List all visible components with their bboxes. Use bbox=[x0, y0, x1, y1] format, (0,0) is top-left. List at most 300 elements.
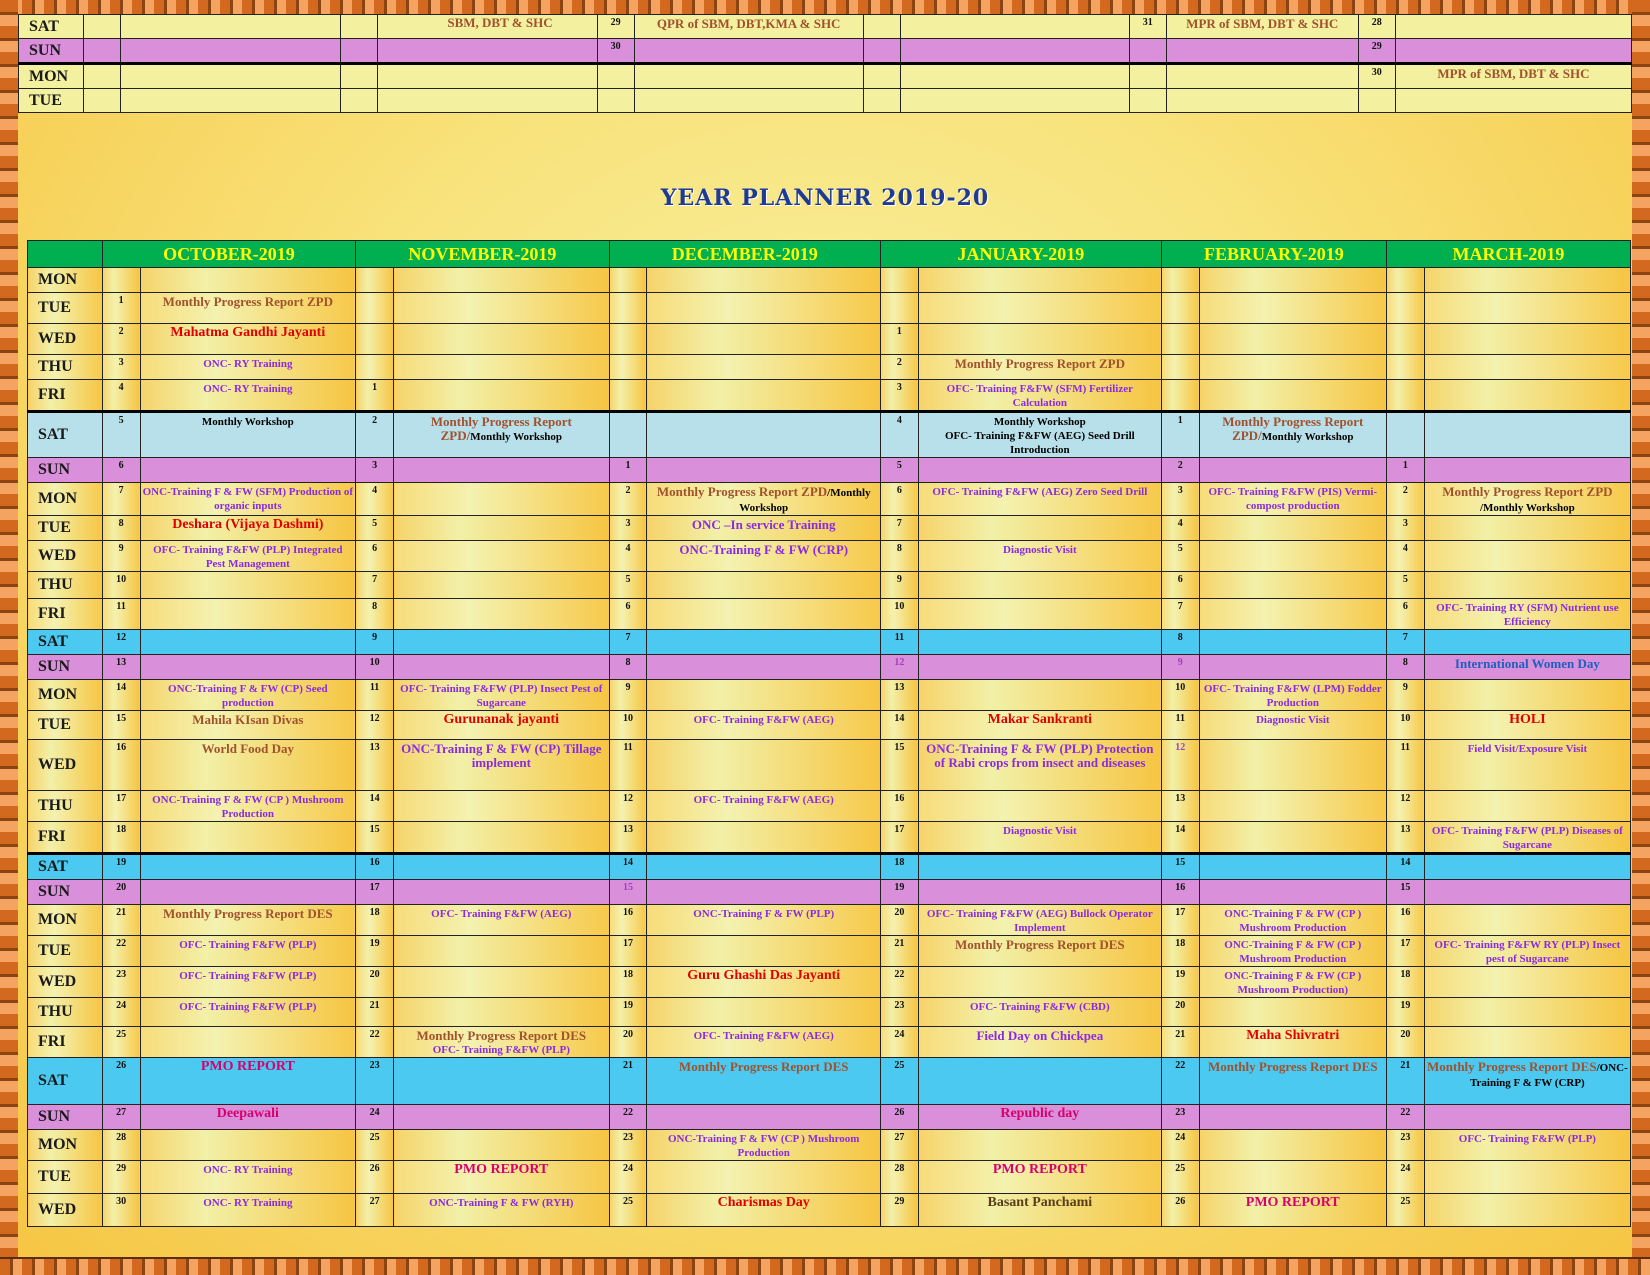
date-cell: 2 bbox=[1386, 483, 1424, 516]
event-cell bbox=[394, 998, 610, 1027]
date-cell bbox=[102, 268, 140, 293]
event-cell bbox=[647, 293, 881, 324]
event-cell bbox=[140, 967, 356, 998]
date-cell: 12 bbox=[1386, 791, 1424, 822]
event-cell bbox=[140, 905, 356, 936]
event-cell bbox=[140, 680, 356, 711]
event-cell bbox=[1199, 268, 1386, 293]
day-label: WED bbox=[28, 1194, 103, 1227]
date-cell: 8 bbox=[1386, 655, 1424, 680]
event-cell bbox=[647, 998, 881, 1027]
date-cell: 16 bbox=[102, 740, 140, 791]
planner-row bbox=[28, 268, 1631, 293]
event-cell bbox=[918, 483, 1161, 516]
event-cell bbox=[140, 854, 356, 880]
date-cell: 23 bbox=[1386, 1130, 1424, 1161]
event-cell: QPR of SBM, DBT,KMA & SHC bbox=[634, 15, 863, 39]
date-cell: 16 bbox=[356, 854, 394, 880]
date-cell bbox=[880, 293, 918, 324]
event-text: OFC- Training F&FW RY (PLP) Insect pest of Sugarcane bbox=[1434, 939, 1621, 965]
event-cell bbox=[900, 39, 1129, 64]
date-cell: 9 bbox=[1161, 655, 1199, 680]
date-cell: 12 bbox=[1161, 740, 1199, 791]
day-label: SAT bbox=[28, 630, 103, 655]
event-cell bbox=[394, 905, 610, 936]
event-cell bbox=[140, 572, 356, 599]
date-cell: 22 bbox=[356, 1027, 394, 1058]
planner-row bbox=[28, 1058, 1631, 1105]
event-cell bbox=[1199, 324, 1386, 355]
date-cell: 5 bbox=[102, 412, 140, 458]
month-header: JANUARY-2019 bbox=[880, 241, 1161, 268]
date-cell: 13 bbox=[356, 740, 394, 791]
event-cell bbox=[140, 998, 356, 1027]
date-cell: 18 bbox=[1386, 967, 1424, 998]
event-cell bbox=[647, 822, 881, 854]
planner-row bbox=[28, 711, 1631, 740]
event-cell bbox=[140, 822, 356, 854]
event-cell bbox=[1424, 412, 1630, 458]
event-cell bbox=[394, 412, 610, 458]
day-label: TUE bbox=[28, 1161, 103, 1194]
date-cell: 21 bbox=[880, 936, 918, 967]
event-cell bbox=[1424, 791, 1630, 822]
planner-row bbox=[28, 905, 1631, 936]
event-cell bbox=[647, 630, 881, 655]
date-cell: 7 bbox=[880, 516, 918, 541]
date-cell: 1 bbox=[356, 380, 394, 412]
date-cell: 8 bbox=[1161, 630, 1199, 655]
event-cell bbox=[394, 541, 610, 572]
date-cell: 13 bbox=[1161, 791, 1199, 822]
event-text: Diagnostic Visit bbox=[1003, 544, 1077, 556]
date-cell: 21 bbox=[102, 905, 140, 936]
planner-row bbox=[28, 740, 1631, 791]
day-label: SUN bbox=[19, 39, 84, 64]
event-cell bbox=[1424, 572, 1630, 599]
event-cell bbox=[918, 880, 1161, 905]
event-cell bbox=[394, 572, 610, 599]
month-header: DECEMBER-2019 bbox=[609, 241, 880, 268]
date-cell: 6 bbox=[1386, 599, 1424, 630]
event-cell bbox=[647, 936, 881, 967]
date-cell: 10 bbox=[609, 711, 647, 740]
date-cell: 4 bbox=[880, 412, 918, 458]
date-cell: 14 bbox=[1161, 822, 1199, 854]
date-cell: 22 bbox=[1386, 1105, 1424, 1130]
event-text: OFC- Training F&FW (CBD) bbox=[970, 1001, 1110, 1013]
date-cell bbox=[356, 268, 394, 293]
date-cell: 5 bbox=[1386, 572, 1424, 599]
event-cell bbox=[140, 324, 356, 355]
event-cell bbox=[1199, 967, 1386, 998]
event-text: Monthly Progress Report ZPD/ bbox=[1222, 414, 1364, 443]
event-cell bbox=[647, 355, 881, 380]
event-cell bbox=[1199, 680, 1386, 711]
date-cell: 5 bbox=[880, 458, 918, 483]
event-cell bbox=[647, 541, 881, 572]
event-cell bbox=[121, 64, 341, 89]
event-text: OFC- Training F&FW (AEG) bbox=[693, 1030, 834, 1042]
planner-row bbox=[28, 412, 1631, 458]
event-cell bbox=[140, 740, 356, 791]
date-cell: 11 bbox=[102, 599, 140, 630]
event-text: Monthly Progress Report DES bbox=[678, 1059, 849, 1074]
date-cell: 1 bbox=[102, 293, 140, 324]
event-text: Charismas Day bbox=[717, 1195, 810, 1210]
date-cell: 7 bbox=[102, 483, 140, 516]
date-cell: 21 bbox=[1161, 1027, 1199, 1058]
date-cell: 16 bbox=[880, 791, 918, 822]
event-cell bbox=[1395, 15, 1631, 39]
planner-row bbox=[28, 541, 1631, 572]
event-cell bbox=[1199, 1161, 1386, 1194]
day-label: MON bbox=[28, 268, 103, 293]
event-text: Republic day bbox=[1000, 1106, 1080, 1121]
event-text: Makar Sankranti bbox=[987, 712, 1093, 727]
event-text: ONC-Training F & FW (CP ) Mushroom Production bbox=[667, 1133, 860, 1159]
date-cell: 20 bbox=[609, 1027, 647, 1058]
event-cell bbox=[1199, 355, 1386, 380]
day-label: MON bbox=[28, 483, 103, 516]
date-cell: 9 bbox=[102, 541, 140, 572]
event-text: ONC-Training F & FW (CP) Tillage implement bbox=[401, 741, 602, 770]
date-cell: 10 bbox=[102, 572, 140, 599]
date-cell bbox=[1161, 293, 1199, 324]
date-cell: 9 bbox=[880, 572, 918, 599]
day-label: SUN bbox=[28, 655, 103, 680]
date-cell bbox=[1161, 268, 1199, 293]
month-header: OCTOBER-2019 bbox=[102, 241, 355, 268]
date-cell: 11 bbox=[356, 680, 394, 711]
day-label: THU bbox=[28, 355, 103, 380]
event-text: Monthly Progress Report ZPD bbox=[954, 356, 1125, 371]
date-cell: 11 bbox=[1161, 711, 1199, 740]
planner-row bbox=[28, 967, 1631, 998]
date-cell: 17 bbox=[102, 791, 140, 822]
event-text: Monthly Workshop bbox=[993, 416, 1086, 428]
event-text: OFC- Training F&FW (PLP) Diseases of Sugarcane bbox=[1431, 825, 1623, 851]
date-cell bbox=[863, 39, 900, 64]
day-label: THU bbox=[28, 998, 103, 1027]
event-cell bbox=[647, 680, 881, 711]
date-cell: 4 bbox=[1386, 541, 1424, 572]
event-text: OFC- Training F&FW (AEG) bbox=[693, 714, 834, 726]
day-label: SAT bbox=[19, 15, 84, 39]
date-cell: 24 bbox=[1161, 1130, 1199, 1161]
date-cell: 3 bbox=[356, 458, 394, 483]
event-cell bbox=[647, 791, 881, 822]
date-cell: 25 bbox=[356, 1130, 394, 1161]
date-cell: 6 bbox=[880, 483, 918, 516]
event-cell bbox=[1199, 483, 1386, 516]
date-cell: 14 bbox=[880, 711, 918, 740]
event-cell bbox=[394, 380, 610, 412]
event-extra: OFC- Training F&FW (PLP) bbox=[432, 1044, 570, 1056]
event-cell bbox=[647, 268, 881, 293]
day-label: SUN bbox=[28, 880, 103, 905]
date-cell bbox=[863, 89, 900, 113]
event-cell bbox=[140, 1058, 356, 1105]
event-cell bbox=[1166, 39, 1358, 64]
event-cell bbox=[1199, 293, 1386, 324]
event-cell bbox=[1424, 599, 1630, 630]
date-cell: 24 bbox=[880, 1027, 918, 1058]
date-cell bbox=[83, 39, 120, 64]
date-cell bbox=[356, 324, 394, 355]
event-cell bbox=[394, 1161, 610, 1194]
day-label: FRI bbox=[28, 599, 103, 630]
planner-row bbox=[28, 380, 1631, 412]
date-cell: 12 bbox=[609, 791, 647, 822]
event-text: Monthly Progress Report DES bbox=[1426, 1059, 1597, 1074]
date-cell: 18 bbox=[1161, 936, 1199, 967]
event-cell bbox=[121, 15, 341, 39]
date-cell: 30 bbox=[102, 1194, 140, 1227]
event-cell bbox=[394, 822, 610, 854]
date-cell: 26 bbox=[1161, 1194, 1199, 1227]
event-cell bbox=[1199, 905, 1386, 936]
event-cell bbox=[140, 1027, 356, 1058]
event-extra: /ONC-Training F & FW (CRP) bbox=[1470, 1062, 1628, 1089]
event-cell bbox=[1199, 740, 1386, 791]
planner-row bbox=[28, 1194, 1631, 1227]
header-blank bbox=[28, 241, 103, 268]
event-text: World Food Day bbox=[201, 741, 295, 756]
event-text: OFC- Training F&FW (SFM) Fertilizer Calculation bbox=[946, 383, 1133, 409]
event-cell bbox=[140, 630, 356, 655]
date-cell: 24 bbox=[1386, 1161, 1424, 1194]
event-cell bbox=[394, 967, 610, 998]
planner-row bbox=[28, 458, 1631, 483]
planner-row bbox=[28, 355, 1631, 380]
event-cell bbox=[1199, 854, 1386, 880]
tail-row bbox=[19, 64, 1632, 89]
date-cell: 4 bbox=[1161, 516, 1199, 541]
date-cell: 16 bbox=[1161, 880, 1199, 905]
month-header: NOVEMBER-2019 bbox=[356, 241, 609, 268]
date-cell bbox=[880, 268, 918, 293]
event-text: OFC- Training F&FW (PLP) bbox=[179, 970, 317, 982]
event-cell bbox=[1199, 541, 1386, 572]
date-cell: 14 bbox=[609, 854, 647, 880]
event-cell bbox=[140, 483, 356, 516]
page-title: YEAR PLANNER 2019-20 bbox=[660, 185, 990, 211]
event-cell bbox=[1424, 324, 1630, 355]
event-cell bbox=[394, 599, 610, 630]
event-cell bbox=[140, 1161, 356, 1194]
event-text: ONC-Training F & FW (RYH) bbox=[429, 1197, 574, 1209]
event-cell bbox=[918, 1058, 1161, 1105]
event-cell bbox=[140, 355, 356, 380]
planner-row bbox=[28, 791, 1631, 822]
event-cell bbox=[1424, 268, 1630, 293]
event-cell bbox=[394, 355, 610, 380]
event-cell bbox=[1424, 1130, 1630, 1161]
event-cell bbox=[918, 541, 1161, 572]
event-cell bbox=[1424, 905, 1630, 936]
date-cell: 19 bbox=[102, 854, 140, 880]
event-cell bbox=[1199, 655, 1386, 680]
event-cell bbox=[1199, 1194, 1386, 1227]
date-cell bbox=[609, 268, 647, 293]
date-cell: 20 bbox=[1386, 1027, 1424, 1058]
event-text: OFC- Training F&FW (PLP) bbox=[1458, 1133, 1596, 1145]
event-text: OFC- Training F&FW (LPM) Fodder Production bbox=[1203, 683, 1382, 709]
date-cell: 2 bbox=[880, 355, 918, 380]
event-cell bbox=[140, 1130, 356, 1161]
month-header: MARCH-2019 bbox=[1386, 241, 1630, 268]
date-cell: 27 bbox=[880, 1130, 918, 1161]
event-cell bbox=[140, 1194, 356, 1227]
event-cell bbox=[634, 64, 863, 89]
event-cell bbox=[1424, 1194, 1630, 1227]
date-cell: 15 bbox=[1386, 880, 1424, 905]
event-cell bbox=[121, 39, 341, 64]
event-text: Monthly Progress Report DES bbox=[1207, 1059, 1378, 1074]
overflow-text: SBM, DBT & SHC bbox=[447, 15, 553, 30]
event-cell bbox=[918, 791, 1161, 822]
event-cell bbox=[1424, 998, 1630, 1027]
event-cell bbox=[1199, 599, 1386, 630]
event-cell bbox=[1199, 572, 1386, 599]
event-text: HOLI bbox=[1509, 712, 1546, 727]
event-cell bbox=[918, 740, 1161, 791]
event-text: OFC- Training F&FW (AEG) bbox=[431, 908, 572, 920]
event-cell bbox=[918, 1130, 1161, 1161]
event-cell bbox=[1199, 458, 1386, 483]
month-header-row bbox=[28, 241, 1631, 268]
date-cell bbox=[1129, 39, 1166, 64]
event-text: Diagnostic Visit bbox=[1003, 825, 1077, 837]
date-cell: 19 bbox=[356, 936, 394, 967]
date-cell: 12 bbox=[880, 655, 918, 680]
date-cell: 28 bbox=[102, 1130, 140, 1161]
date-cell: 25 bbox=[102, 1027, 140, 1058]
previous-planner-tail bbox=[18, 14, 1632, 113]
date-cell: 6 bbox=[1161, 572, 1199, 599]
date-cell: 20 bbox=[356, 967, 394, 998]
event-cell bbox=[647, 324, 881, 355]
date-cell: 4 bbox=[356, 483, 394, 516]
event-cell bbox=[918, 1105, 1161, 1130]
event-cell bbox=[918, 936, 1161, 967]
event-text: Mahila KIsan Divas bbox=[192, 712, 304, 727]
event-text: ONC-Training F & FW (CP ) Mushroom Production bbox=[1224, 939, 1362, 965]
event-cell bbox=[1199, 1027, 1386, 1058]
planner-row bbox=[28, 293, 1631, 324]
planner-row bbox=[28, 998, 1631, 1027]
event-text: ONC-Training F & FW (CP ) Mushroom Production bbox=[1224, 908, 1362, 934]
date-cell bbox=[609, 293, 647, 324]
day-label: FRI bbox=[28, 822, 103, 854]
date-cell: 4 bbox=[609, 541, 647, 572]
date-cell: 4 bbox=[102, 380, 140, 412]
date-cell: 3 bbox=[1161, 483, 1199, 516]
day-label: TUE bbox=[28, 293, 103, 324]
event-cell bbox=[140, 791, 356, 822]
event-cell bbox=[140, 458, 356, 483]
day-label: MON bbox=[19, 64, 84, 89]
event-cell bbox=[1199, 998, 1386, 1027]
event-cell bbox=[1424, 293, 1630, 324]
event-cell bbox=[918, 572, 1161, 599]
date-cell: 7 bbox=[356, 572, 394, 599]
day-label: THU bbox=[28, 791, 103, 822]
date-cell: 15 bbox=[609, 880, 647, 905]
date-cell: 20 bbox=[880, 905, 918, 936]
date-cell: 7 bbox=[609, 630, 647, 655]
planner-row bbox=[28, 516, 1631, 541]
date-cell: 29 bbox=[880, 1194, 918, 1227]
event-text: Deshara (Vijaya Dashmi) bbox=[172, 517, 324, 532]
date-cell: 18 bbox=[880, 854, 918, 880]
date-cell bbox=[609, 324, 647, 355]
event-cell bbox=[394, 1105, 610, 1130]
event-cell bbox=[918, 412, 1161, 458]
event-text: OFC- Training F&FW (AEG) Zero Seed Drill bbox=[932, 486, 1148, 498]
date-cell: 17 bbox=[1161, 905, 1199, 936]
date-cell: 22 bbox=[102, 936, 140, 967]
date-cell bbox=[1386, 268, 1424, 293]
event-text: Monthly Progress Report ZPD bbox=[162, 294, 333, 309]
event-text: Mahatma Gandhi Jayanti bbox=[170, 325, 326, 340]
day-label: SUN bbox=[28, 458, 103, 483]
day-label: TUE bbox=[19, 89, 84, 113]
event-text: ONC-Training F & FW (PLP) bbox=[693, 908, 835, 920]
date-cell: 18 bbox=[609, 967, 647, 998]
date-cell: 19 bbox=[880, 880, 918, 905]
event-cell bbox=[918, 324, 1161, 355]
date-cell: 17 bbox=[609, 936, 647, 967]
date-cell: 13 bbox=[1386, 822, 1424, 854]
event-extra: /Monthly Workshop bbox=[1479, 502, 1575, 514]
date-cell: 11 bbox=[880, 630, 918, 655]
date-cell: 19 bbox=[609, 998, 647, 1027]
date-cell bbox=[863, 15, 900, 39]
event-cell bbox=[394, 458, 610, 483]
date-cell: 12 bbox=[102, 630, 140, 655]
event-text: PMO REPORT bbox=[992, 1162, 1087, 1177]
event-cell bbox=[647, 483, 881, 516]
event-cell bbox=[394, 1194, 610, 1227]
date-cell bbox=[1161, 355, 1199, 380]
day-label: SAT bbox=[28, 1058, 103, 1105]
event-cell bbox=[394, 655, 610, 680]
date-cell: 18 bbox=[102, 822, 140, 854]
event-extra: Monthly Workshop bbox=[1261, 431, 1354, 443]
planner-row bbox=[28, 630, 1631, 655]
event-cell bbox=[1199, 822, 1386, 854]
event-cell bbox=[394, 711, 610, 740]
date-cell: 12 bbox=[356, 711, 394, 740]
day-label: FRI bbox=[28, 380, 103, 412]
date-cell: 24 bbox=[102, 998, 140, 1027]
event-cell bbox=[140, 655, 356, 680]
date-cell bbox=[597, 64, 634, 89]
date-cell: 29 bbox=[597, 15, 634, 39]
event-text: PMO REPORT bbox=[454, 1162, 549, 1177]
event-cell bbox=[1424, 1105, 1630, 1130]
event-cell bbox=[1424, 1161, 1630, 1194]
event-cell bbox=[918, 655, 1161, 680]
date-cell: 23 bbox=[102, 967, 140, 998]
event-text: Field Visit/Exposure Visit bbox=[1467, 743, 1588, 755]
date-cell: 14 bbox=[1386, 854, 1424, 880]
event-text: ONC-Training F & FW (PLP) Protection of Rabi crops from insect and diseases bbox=[926, 741, 1154, 770]
date-cell: 3 bbox=[880, 380, 918, 412]
day-label: SAT bbox=[28, 854, 103, 880]
